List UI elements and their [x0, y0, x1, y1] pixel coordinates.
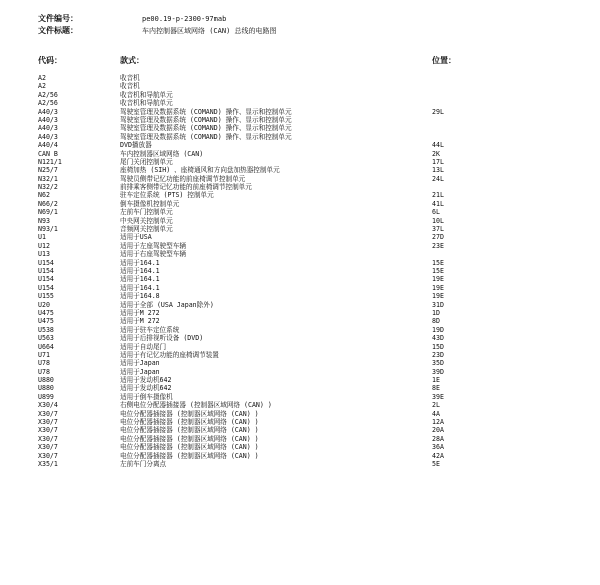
row-pos: 31D: [432, 300, 444, 309]
table-row: [38, 250, 578, 258]
table-row: [38, 99, 578, 107]
header-desc: 款式：: [120, 56, 144, 65]
doc-number-label: 文件编号：: [38, 14, 78, 23]
row-code: U880: [38, 376, 54, 385]
row-pos: 23E: [432, 241, 444, 250]
table-row: [38, 401, 578, 409]
doc-number-value: pe00.19-p-2300-97mab: [142, 15, 227, 23]
row-desc: 驾驶员侧带记忆功能的前座椅调节控制单元: [120, 174, 246, 183]
row-code: U899: [38, 392, 54, 401]
row-code: N93/1: [38, 225, 58, 234]
row-desc: 音频网关控制单元: [120, 225, 173, 234]
row-code: N32/2: [38, 183, 58, 192]
row-pos: 41L: [432, 199, 444, 208]
row-code: U154: [38, 258, 54, 267]
row-code: A40/3: [38, 132, 58, 141]
row-code: A2: [38, 82, 46, 91]
table-row: [38, 343, 578, 351]
row-desc: 前排乘客侧带记忆功能的前座椅调节控制单元: [120, 183, 252, 192]
row-desc: 中央网关控制单元: [120, 216, 173, 225]
row-code: U154: [38, 275, 54, 284]
row-pos: 43D: [432, 334, 444, 343]
row-pos: 21L: [432, 191, 444, 200]
row-pos: 5E: [432, 459, 440, 468]
row-code: U538: [38, 325, 54, 334]
table-row: [38, 259, 578, 267]
row-desc: 电位分配器插接器 (控制器区域网络 (CAN) ): [120, 409, 259, 418]
row-pos: 24L: [432, 174, 444, 183]
row-desc: 适用于M 272: [120, 317, 160, 326]
row-pos: 13L: [432, 166, 444, 175]
table-row: [38, 443, 578, 451]
row-code: A2: [38, 74, 46, 82]
table-row: [38, 108, 578, 116]
row-desc: 适用于左座驾驶型车辆: [120, 241, 186, 250]
row-desc: 适用于后排视听设备 (DVD): [120, 334, 204, 343]
table-row: [38, 418, 578, 426]
row-pos: 19E: [432, 275, 444, 284]
row-pos: 2K: [432, 149, 440, 158]
row-code: X30/7: [38, 409, 58, 418]
table-row: [38, 233, 578, 241]
row-code: A2/56: [38, 90, 58, 99]
row-code: N62: [38, 191, 50, 200]
row-code: N69/1: [38, 208, 58, 217]
row-desc: 驾驶室管理及数据系统 (COMAND) 操作、显示和控制单元: [120, 124, 292, 133]
row-code: U664: [38, 342, 54, 351]
row-code: A40/3: [38, 107, 58, 116]
row-desc: 尾门关闭控制单元: [120, 157, 173, 166]
table-row: [38, 267, 578, 275]
row-code: U475: [38, 317, 54, 326]
row-desc: 适用于164.1: [120, 275, 160, 284]
document-meta: [38, 13, 558, 37]
row-code: U13: [38, 250, 50, 259]
row-desc: 适用于发动机642: [120, 384, 172, 393]
row-code: X30/7: [38, 443, 58, 452]
row-code: U155: [38, 292, 54, 301]
row-pos: 1E: [432, 376, 440, 385]
row-code: X30/7: [38, 426, 58, 435]
row-code: X30/4: [38, 401, 58, 410]
row-desc: 左前车门控制单元: [120, 208, 173, 217]
row-desc: 倒车摄像机控制单元: [120, 199, 180, 208]
row-pos: 19E: [432, 283, 444, 292]
table-row: [38, 175, 578, 183]
row-code: U563: [38, 334, 54, 343]
table-row: [38, 74, 578, 82]
table-row: [38, 275, 578, 283]
row-pos: 15E: [432, 266, 444, 275]
row-desc: DVD播放器: [120, 141, 152, 150]
row-desc: 驻车定位系统 (PTS) 控制单元: [120, 191, 214, 200]
row-pos: 6L: [432, 208, 440, 217]
row-code: N25/7: [38, 166, 58, 175]
row-pos: 4A: [432, 409, 440, 418]
table-row: [38, 217, 578, 225]
table-row: [38, 368, 578, 376]
table-row: [38, 326, 578, 334]
row-desc: 适用于右座驾驶型车辆: [120, 250, 186, 259]
row-code: X35/1: [38, 459, 58, 468]
row-desc: 适用于M 272: [120, 308, 160, 317]
row-desc: 收音机和导航单元: [120, 90, 173, 99]
row-code: X30/7: [38, 434, 58, 443]
table-row: [38, 384, 578, 392]
table-row: [38, 200, 578, 208]
row-pos: 19D: [432, 325, 444, 334]
table-row: [38, 435, 578, 443]
table-row: [38, 150, 578, 158]
table-row: [38, 301, 578, 309]
row-pos: 15E: [432, 258, 444, 267]
table-row: [38, 334, 578, 342]
row-code: U71: [38, 350, 50, 359]
table-row: [38, 460, 578, 468]
header-pos: 位置：: [432, 56, 456, 65]
table-row: [38, 410, 578, 418]
row-desc: 适用于全部 (USA Japan除外): [120, 300, 214, 309]
doc-number-row: [38, 13, 558, 25]
row-pos: 1D: [432, 308, 440, 317]
row-desc: 电位分配器插接器 (控制器区域网络 (CAN) ): [120, 451, 259, 460]
row-code: U1: [38, 233, 46, 242]
doc-title-row: [38, 25, 558, 37]
row-desc: 适用于164.1: [120, 283, 160, 292]
table-row: [38, 208, 578, 216]
table-row: [38, 452, 578, 460]
row-desc: 适用于有记忆功能的座椅调节装置: [120, 350, 219, 359]
row-pos: 29L: [432, 107, 444, 116]
row-pos: 17L: [432, 157, 444, 166]
row-desc: 电位分配器插接器 (控制器区域网络 (CAN) ): [120, 426, 259, 435]
row-desc: 适用于倒车摄像机: [120, 392, 173, 401]
row-pos: 8D: [432, 317, 440, 326]
table-row: [38, 317, 578, 325]
row-pos: 35D: [432, 359, 444, 368]
row-pos: 12A: [432, 418, 444, 427]
table-row: [38, 166, 578, 174]
row-code: U154: [38, 283, 54, 292]
row-pos: 8E: [432, 384, 440, 393]
row-code: N93: [38, 216, 50, 225]
table-header: [38, 55, 578, 67]
row-pos: 39E: [432, 392, 444, 401]
table-row: [38, 141, 578, 149]
doc-title-value: 车内控制器区域网络 (CAN) 总线的电路图: [142, 27, 277, 35]
row-code: U475: [38, 308, 54, 317]
row-code: A2/56: [38, 99, 58, 108]
table-row: [38, 284, 578, 292]
row-desc: 电位分配器插接器 (控制器区域网络 (CAN) ): [120, 443, 259, 452]
row-desc: 适用于发动机642: [120, 376, 172, 385]
row-desc: 适用于自动尾门: [120, 342, 167, 351]
table-row: [38, 351, 578, 359]
row-desc: 驾驶室管理及数据系统 (COMAND) 操作、显示和控制单元: [120, 115, 292, 124]
row-code: N32/1: [38, 174, 58, 183]
row-desc: 收音机: [120, 74, 140, 82]
table-row: [38, 82, 578, 90]
row-desc: 适用于164.8: [120, 292, 160, 301]
row-code: A40/4: [38, 141, 58, 150]
table-row: [38, 292, 578, 300]
row-code: X30/7: [38, 418, 58, 427]
table-row: [38, 191, 578, 199]
row-pos: 36A: [432, 443, 444, 452]
row-pos: 42A: [432, 451, 444, 460]
row-code: N121/1: [38, 157, 62, 166]
row-desc: 座椅加热 (SIH) 、座椅通风和方向盘加热器控制单元: [120, 166, 280, 175]
row-code: U78: [38, 359, 50, 368]
row-pos: 23D: [432, 350, 444, 359]
row-desc: 右侧电位分配器插接器 (控制器区域网络 (CAN) ): [120, 401, 272, 410]
table-row: [38, 242, 578, 250]
row-code: A40/3: [38, 124, 58, 133]
row-code: U12: [38, 241, 50, 250]
row-desc: 驾驶室管理及数据系统 (COMAND) 操作、显示和控制单元: [120, 132, 292, 141]
row-desc: 适用于Japan: [120, 367, 160, 376]
row-code: U78: [38, 367, 50, 376]
row-pos: 27D: [432, 233, 444, 242]
row-desc: 适用于164.1: [120, 258, 160, 267]
row-pos: 19E: [432, 292, 444, 301]
table-row: [38, 225, 578, 233]
table-row: [38, 376, 578, 384]
row-desc: 电位分配器插接器 (控制器区域网络 (CAN) ): [120, 418, 259, 427]
row-desc: 适用于Japan: [120, 359, 160, 368]
table-row: [38, 116, 578, 124]
table-row: [38, 91, 578, 99]
row-code: A40/3: [38, 115, 58, 124]
row-desc: 左前车门分离点: [120, 459, 167, 468]
row-pos: 44L: [432, 141, 444, 150]
row-pos: 20A: [432, 426, 444, 435]
table-row: [38, 133, 578, 141]
row-pos: 2L: [432, 401, 440, 410]
row-code: U880: [38, 384, 54, 393]
doc-title-label: 文件标题：: [38, 26, 78, 35]
table-row: [38, 426, 578, 434]
table-row: [38, 124, 578, 132]
row-desc: 收音机: [120, 82, 140, 91]
row-desc: 电位分配器插接器 (控制器区域网络 (CAN) ): [120, 434, 259, 443]
header-code: 代码：: [38, 56, 62, 65]
table-row: [38, 359, 578, 367]
table-row: [38, 158, 578, 166]
row-desc: 车内控制器区域网络 (CAN): [120, 149, 204, 158]
row-code: U20: [38, 300, 50, 309]
row-code: CAN B: [38, 149, 58, 158]
row-desc: 驾驶室管理及数据系统 (COMAND) 操作、显示和控制单元: [120, 107, 292, 116]
table-row: [38, 393, 578, 401]
component-table: [38, 74, 578, 468]
row-pos: 28A: [432, 434, 444, 443]
row-pos: 10L: [432, 216, 444, 225]
row-code: U154: [38, 266, 54, 275]
row-desc: 适用于164.1: [120, 266, 160, 275]
row-desc: 收音机和导航单元: [120, 99, 173, 108]
row-code: N66/2: [38, 199, 58, 208]
table-row: [38, 309, 578, 317]
table-row: [38, 183, 578, 191]
row-code: X30/7: [38, 451, 58, 460]
row-pos: 37L: [432, 225, 444, 234]
row-desc: 适用于驻车定位系统: [120, 325, 180, 334]
row-desc: 适用于USA: [120, 233, 152, 242]
row-pos: 39D: [432, 367, 444, 376]
row-pos: 15D: [432, 342, 444, 351]
